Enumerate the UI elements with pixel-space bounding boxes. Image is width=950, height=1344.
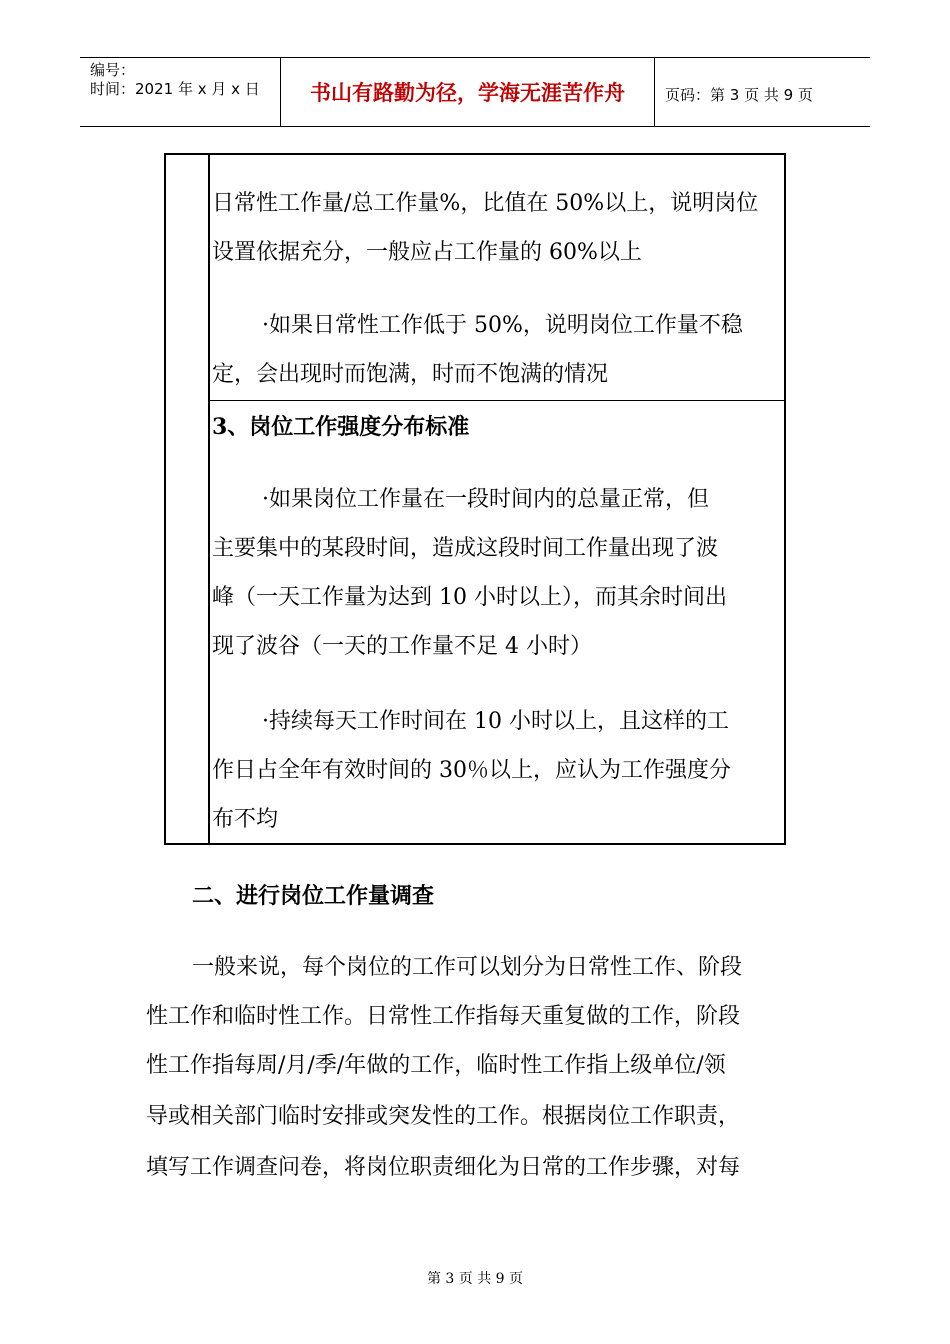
table-text-line: 主要集中的某段时间，造成这段时间工作量出现了波 — [212, 536, 719, 561]
table-text-line: 日常性工作量/总工作量%，比值在 50%以上，说明岗位 — [212, 191, 759, 216]
page-footer: 第 3 页 共 9 页 — [426, 1271, 524, 1287]
page-header — [80, 57, 870, 127]
header-meta — [80, 58, 280, 126]
table-text-line: 作日占全年有效时间的 30％以上，应认为工作强度分 — [212, 758, 731, 783]
table-bullet-line: ·如果岗位工作量在一段时间内的总量正常，但 — [262, 487, 709, 512]
header-page-number: 页码：第 3 页 共 9 页 — [665, 86, 813, 104]
table-text-line: 布不均 — [212, 807, 279, 832]
paragraph-line: 性工作和临时性工作。日常性工作指每天重复做的工作，阶段 — [146, 1004, 741, 1029]
document-date: 时间：2021 年 x 月 x 日 — [90, 80, 260, 98]
table-text-line: 峰（一天工作量为达到 10 小时以上），而其余时间出 — [212, 585, 727, 610]
paragraph-line: 一般来说，每个岗位的工作可以划分为日常性工作、阶段 — [192, 955, 743, 980]
table-row-border — [210, 400, 784, 401]
section-heading: 二、进行岗位工作量调查 — [192, 883, 435, 909]
table-bullet-line: ·如果日常性工作低于 50%，说明岗位工作量不稳 — [262, 313, 743, 338]
table-row-heading: 3、岗位工作强度分布标准 — [212, 414, 470, 440]
table-bullet-line: ·持续每天工作时间在 10 小时以上，且这样的工 — [262, 709, 729, 734]
table-column-border — [208, 155, 210, 843]
table-text-line: 设置依据充分，一般应占工作量的 60%以上 — [212, 240, 642, 265]
paragraph-line: 导或相关部门临时安排或突发性的工作。根据岗位工作职责， — [146, 1104, 741, 1129]
document-number: 编号： — [90, 61, 136, 79]
table-text-line: 现了波谷（一天的工作量不足 4 小时） — [212, 634, 592, 659]
header-divider — [654, 58, 655, 126]
header-motto: 书山有路勤为径，学海无涯苦作舟 — [310, 81, 625, 105]
table-text-line: 定，会出现时而饱满，时而不饱满的情况 — [212, 362, 609, 387]
paragraph-line: 性工作指每周/月/季/年做的工作，临时性工作指上级单位/领 — [146, 1053, 726, 1078]
paragraph-line: 填写工作调查问卷，将岗位职责细化为日常的工作步骤，对每 — [146, 1155, 741, 1180]
